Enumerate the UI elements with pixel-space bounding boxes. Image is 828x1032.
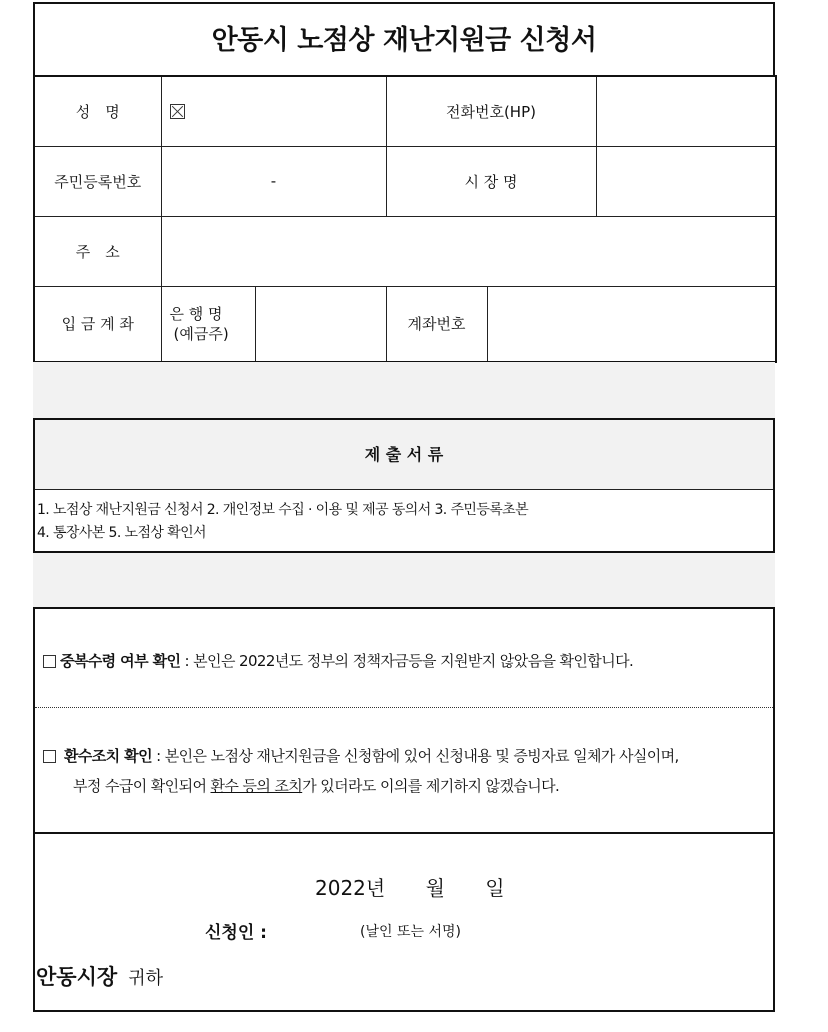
holder-label: (예금주) — [173, 324, 229, 343]
account-field[interactable] — [487, 286, 776, 362]
refund-underline: 환수 등의 조치 — [210, 777, 303, 795]
refund-section — [35, 708, 773, 796]
refund-line-2 — [43, 766, 773, 796]
recipient: 안동시장 — [36, 965, 118, 989]
application-form-table — [33, 75, 777, 363]
page-title: 안동시 노점상 재난지원금 신청서 — [211, 25, 597, 56]
applicant-label: 신청인 : — [205, 923, 267, 943]
date-year: 2022년 — [315, 876, 386, 900]
table-row — [34, 76, 776, 146]
checkbox-x-icon[interactable] — [170, 104, 185, 119]
rrn-label: 주민등록번호 — [34, 146, 161, 216]
market-field[interactable] — [596, 146, 776, 216]
date-month: 월 — [425, 876, 445, 900]
market-label: 시 장 명 — [386, 146, 596, 216]
documents-line-1: 1. 노점상 재난지원금 신청서 2. 개인정보 수집 · 이용 및 제공 동의서 3. 주민등록초본 — [37, 502, 529, 518]
refund-text-2b: 가 있더라도 이의를 제기하지 않겠습니다. — [302, 777, 560, 795]
refund-text-1: : 본인은 노점상 재난지원금을 신청함에 있어 신청내용 및 증빙자료 일체가 사실이며, — [151, 747, 679, 765]
spacer — [33, 362, 775, 418]
address-label: 주 소 — [34, 216, 161, 286]
bank-label: 은 행 명 — [169, 304, 223, 323]
table-row — [34, 216, 776, 286]
honorific: 귀하 — [128, 968, 164, 989]
confirmation-box — [33, 607, 775, 834]
name-label: 성 명 — [34, 76, 161, 146]
duplicate-check-text: : 본인은 2022년도 정부의 정책자금등을 지원받지 않았음을 확인합니다. — [180, 652, 634, 670]
checkbox-icon[interactable] — [43, 750, 56, 763]
duplicate-check-title: 중복수령 여부 확인 — [60, 652, 181, 670]
rrn-field[interactable]: - — [161, 146, 386, 216]
account-label: 계좌번호 — [386, 286, 487, 362]
documents-line-2: 4. 통장사본 5. 노점상 확인서 — [37, 525, 206, 541]
title-box — [33, 2, 775, 77]
bank-label-cell — [161, 286, 255, 362]
phone-label: 전화번호(HP) — [386, 76, 596, 146]
duplicate-check-section — [35, 609, 773, 708]
duplicate-check-line — [43, 650, 773, 671]
address-field[interactable] — [161, 216, 776, 286]
table-row — [34, 146, 776, 216]
phone-field[interactable] — [596, 76, 776, 146]
bank-field[interactable] — [255, 286, 386, 362]
documents-header: 제 출 서 류 — [35, 420, 773, 490]
recipient-line — [36, 961, 163, 991]
seal-note: (날인 또는 서명) — [360, 924, 461, 940]
refund-text-2a: 부정 수급이 확인되어 — [73, 777, 211, 795]
name-field[interactable] — [161, 76, 386, 146]
signature-box — [33, 832, 775, 1012]
spacer — [33, 553, 775, 608]
checkbox-icon[interactable] — [43, 655, 56, 668]
deposit-label: 입 금 계 좌 — [34, 286, 161, 362]
refund-line-1 — [43, 745, 773, 766]
documents-box — [33, 418, 775, 553]
date-line — [315, 872, 505, 901]
date-day: 일 — [485, 876, 505, 900]
table-row — [34, 286, 776, 362]
refund-title: 환수조치 확인 — [64, 747, 152, 765]
